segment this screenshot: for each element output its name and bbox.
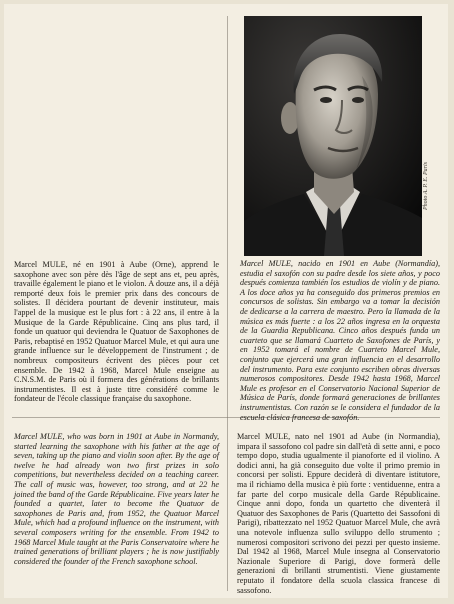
- portrait-photo: [244, 16, 422, 256]
- biography-english: Marcel MULE, who was born in 1901 at Aube in Normandy, started learning the saxophone with his father at the age of seven, taking up the piano and violin soon after. By the age of twelve he had already won two first prizes in solo competitions, but nevertheless decided on a teaching career. The call of music was, however, too strong, and at 22 he joined the band of the Garde Républicaine. Five years later he founded a quartet, later to become the Quatuor de saxophones de Paris and, from 1952, the Quatuor Marcel Mule, which had a profound influence on the instrument, with several composers writing for the ensemble. From 1942 to 1968 Marcel Mule taught at the Paris Conservatoire where he trained generations of brilliant players ; he is now justifiably considered the founder of the French saxophone school.: [14, 432, 220, 566]
- column-divider: [227, 16, 228, 591]
- photo-credit: Photo A. P. E. Paris: [423, 162, 429, 210]
- portrait-illustration: [244, 16, 422, 256]
- biography-french: Marcel MULE, né en 1901 à Aube (Orne), apprend le saxophone avec son père dès l'âge de sept ans et, peu après, travaille également le piano et le violon. A douze ans, il a déjà remporté deux fois le premier prix dans des concours de solistes. Il décidera pourtant de devenir instituteur, mais l'appel de la musique est le plus fort : à 22 ans, il entre à la Musique de la Garde Républicaine. Cinq ans plus tard, il fonde un quatuor qui deviendra le Quatuor de Saxophones de Paris, rebaptisé en 1952 Quatuor Marcel Mule, et qui aura une grande influence sur le développement de l'instrument ; de nombreux compositeurs écrivent des pièces pour cet ensemble. De 1942 à 1968, Marcel Mule enseigne au C.N.S.M. de Paris où il formera des générations de brillants instrumentistes. Il est à juste titre considéré comme le fondateur de l'école classique française du saxophone.: [14, 260, 219, 404]
- biography-italian: Marcel MULE, nato nel 1901 ad Aube (in Normandia), impara il sassofono col padre sin dall'età di sette anni, e poco tempo dopo, studia ugualmente il pianoforte ed il violino. A dodici anni, ha già conseguito due volte il primo premio in concorsi per solisti. Eppure deciderà di diventare istitutore, ma il richiamo della musica è più forte : ventiduenne, entra a far parte del corpo musicale della Garde Républicaine. Cinque anni dopo, fonda un quartetto che diventerà il Quatuor des Saxophones de Paris (Quartetto dei Sassofoni di Parigi), ribattezzato nel 1952 Quatuor Marcel Mule, che avrà una notevole influenza sullo sviluppo dello strumento ; numerosi compositori scrivono dei pezzi per questo insieme. Dal 1942 al 1968, Marcel Mule insegna al Conservatorio Nazionale Superiore di Parigi, dove formerà delle generazioni di brillanti strumentisti. Viene giustamente reputato il fondatore della scuola classica francese di sassofono.: [237, 432, 440, 595]
- biography-spanish: Marcel MULE, nacido en 1901 en Aube (Normandía), estudia el saxofón con su padre desde los siete años, y poco después comienza también los estudios de violín y de piano. A los doce años ya ha conseguido dos primeros premios en concursos de solistas. Sin embargo va a tomar la decisión de dedicarse a la carrera de maestro. Pero la llamada de la música es más fuerte : a los 22 años ingresa en la orquesta de la Guardia Republicana. Cinco años después funda un cuarteto que se llamará Cuarteto de Saxofones de París, y en 1952 tomará el nombre de Cuarteto Marcel Mule, conjunto que ejercerá una gran influencia en el desarrollo del instrumento. Para este conjunto escriben obras diversas numerosos compositores. Desde 1942 hasta 1968, Marcel Mule es profesor en el Conservatorio Nacional Superior de Música de París, donde formará generaciones de brillantes instrumentistas. Con razón se le considera el fundador de la escuela clásica francesa de saxofón.: [240, 259, 440, 422]
